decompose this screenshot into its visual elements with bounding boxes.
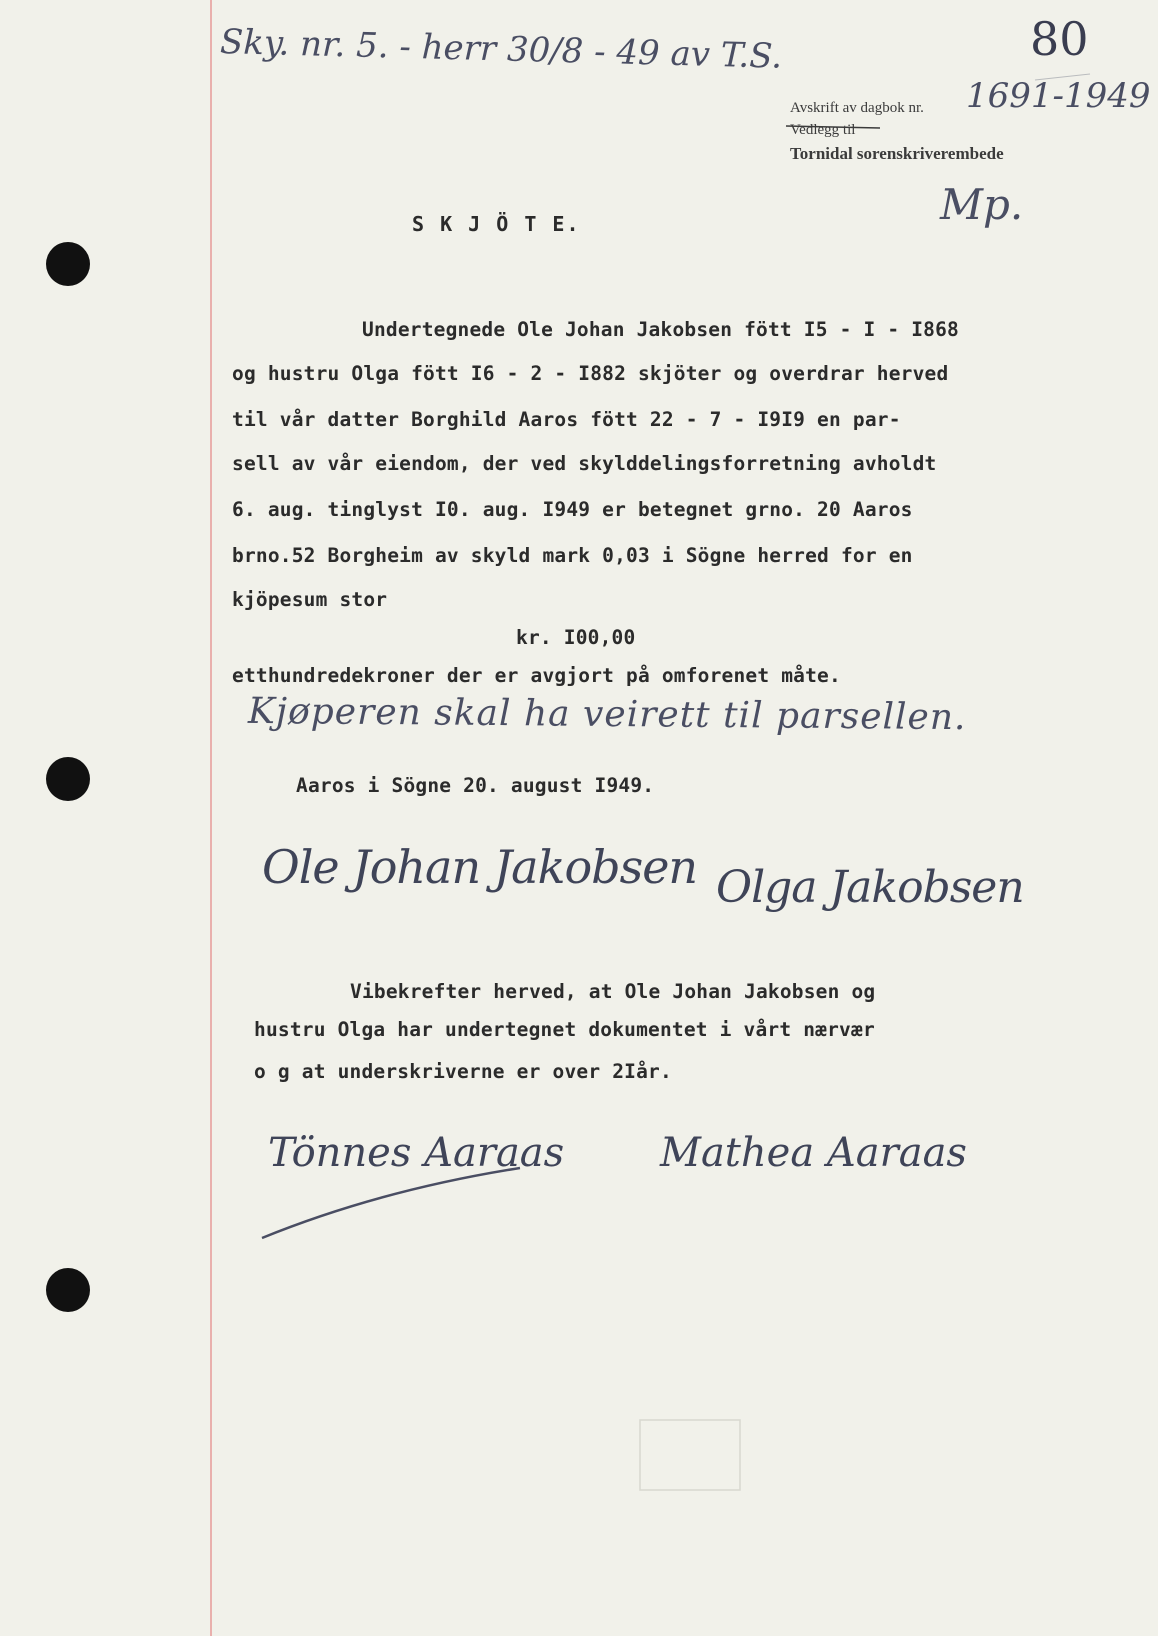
body-line: kjöpesum stor [232,588,388,611]
stamp-line-embede: Tornidal sorenskriverembede [790,144,1004,163]
body-line: sell av vår eiendom, der ved skylddelingsforretning avholdt [232,452,937,475]
document-title: S K J Ö T E. [412,212,581,236]
body-line: 6. aug. tinglyst I0. aug. I949 er betegnet grno. 20 Aaros [232,498,913,521]
amount: kr. I00,00 [516,626,636,649]
signature-flourish [262,1168,520,1238]
signature-olga: Olga Jakobsen [716,862,1024,913]
witness-signature-1: Tönnes Aaraas [268,1130,565,1176]
place-date: Aaros i Sögne 20. august I949. [296,774,655,797]
body-line: til vår datter Borghild Aaros fött 22 - 7 - I9I9 en par- [232,408,901,431]
stamp-underline [786,126,880,128]
signature-ole-johan: Ole Johan Jakobsen [262,840,698,894]
dagbok-number: 1691-1949 [966,76,1151,116]
body-line: brno.52 Borgheim av skyld mark 0,03 i Sögne herred for en [232,544,913,567]
witness-line: Vibekrefter herved, at Ole Johan Jakobsen og [350,980,876,1003]
handwritten-reference: Sky. nr. 5. - herr 30/8 - 49 av T.S. [219,22,783,77]
witness-line: o g at underskriverne er over 2Iår. [254,1060,672,1083]
stamp-line-avskrift: Avskrift av dagbok nr. [790,100,924,116]
witness-signature-2: Mathea Aaraas [660,1130,967,1176]
body-line: og hustru Olga fött I6 - 2 - I882 skjöter og overdrar herved [232,362,949,385]
faint-watermark [640,1420,740,1490]
amount-in-words: etthundredekroner der er avgjort på omforenet måte. [232,664,841,687]
handwritten-initials: Mp. [940,180,1024,229]
faint-mark [1035,74,1090,80]
stamp-line-vedlegg: Vedlegg til [790,122,856,138]
witness-line: hustru Olga har undertegnet dokumentet i vårt nærvær [254,1018,875,1041]
handwritten-addition: Kjøperen skal ha veirett til parsellen. [247,690,967,739]
page-number: 80 [1030,12,1089,66]
body-line: Undertegnede Ole Johan Jakobsen fött I5 - I - I868 [362,318,959,341]
